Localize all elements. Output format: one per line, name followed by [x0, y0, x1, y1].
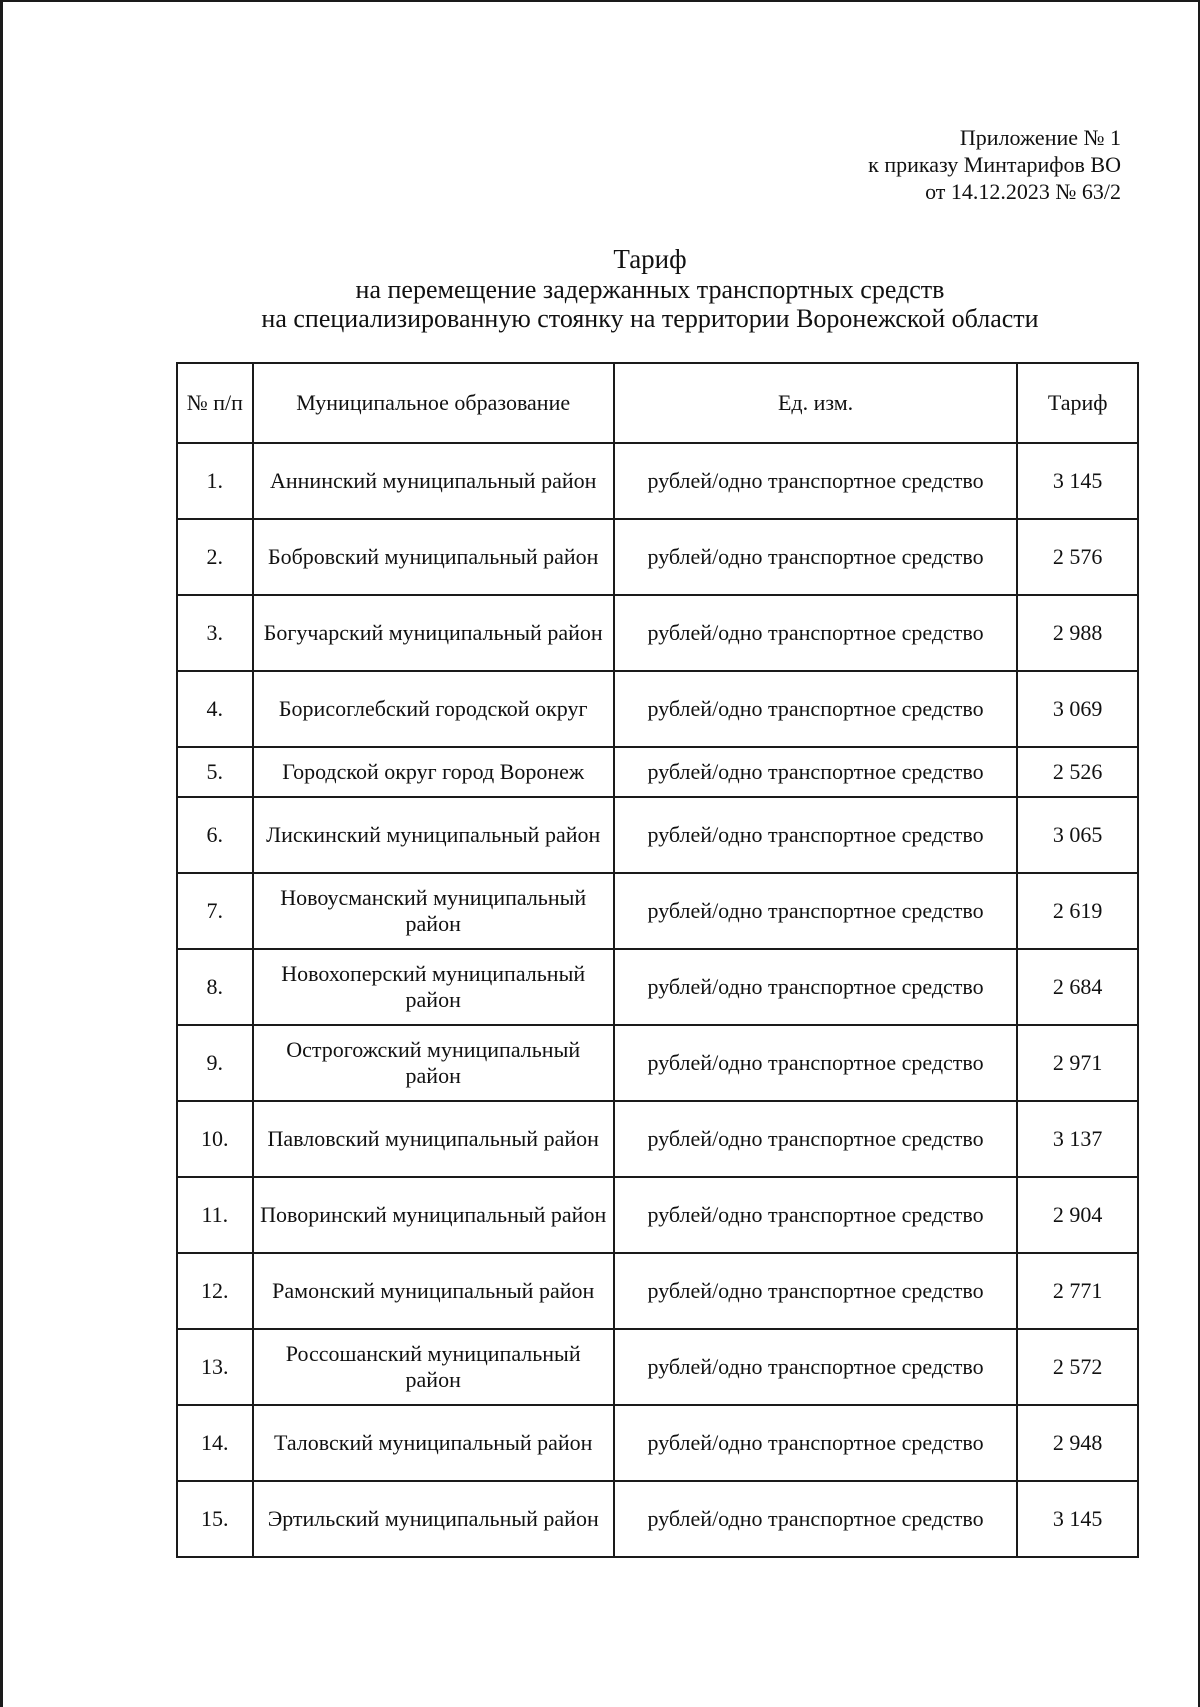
row-unit: рублей/одно транспортное средство — [614, 1177, 1017, 1253]
row-municipality: Острогожский муниципальный район — [253, 1025, 614, 1101]
row-municipality: Аннинский муниципальный район — [253, 443, 614, 519]
table-row — [177, 1177, 1138, 1253]
row-unit: рублей/одно транспортное средство — [614, 1101, 1017, 1177]
row-num: 6. — [177, 797, 253, 873]
row-municipality: Новоусманский муниципальный район — [253, 873, 614, 949]
row-municipality: Павловский муниципальный район — [253, 1101, 614, 1177]
tariff-table — [176, 362, 1139, 1558]
row-tariff: 2 572 — [1017, 1329, 1138, 1405]
row-tariff: 3 069 — [1017, 671, 1138, 747]
row-num: 2. — [177, 519, 253, 595]
row-municipality: Рамонский муниципальный район — [253, 1253, 614, 1329]
table-row — [177, 443, 1138, 519]
row-unit: рублей/одно транспортное средство — [614, 443, 1017, 519]
appendix-line-1: Приложение № 1 — [959, 125, 1121, 150]
row-municipality: Богучарский муниципальный район — [253, 595, 614, 671]
row-tariff: 2 771 — [1017, 1253, 1138, 1329]
appendix-note — [868, 124, 1121, 205]
row-municipality: Бобровский муниципальный район — [253, 519, 614, 595]
row-tariff: 3 137 — [1017, 1101, 1138, 1177]
table-row — [177, 797, 1138, 873]
row-tariff: 3 065 — [1017, 797, 1138, 873]
appendix-line-3: от 14.12.2023 № 63/2 — [925, 179, 1121, 204]
document-title — [150, 244, 1150, 333]
row-tariff: 2 619 — [1017, 873, 1138, 949]
row-tariff: 2 526 — [1017, 747, 1138, 797]
row-municipality: Таловский муниципальный район — [253, 1405, 614, 1481]
row-unit: рублей/одно транспортное средство — [614, 1481, 1017, 1557]
row-municipality: Лискинский муниципальный район — [253, 797, 614, 873]
row-tariff: 2 576 — [1017, 519, 1138, 595]
row-num: 9. — [177, 1025, 253, 1101]
table-row — [177, 747, 1138, 797]
table-row — [177, 519, 1138, 595]
row-num: 11. — [177, 1177, 253, 1253]
row-unit: рублей/одно транспортное средство — [614, 747, 1017, 797]
row-num: 14. — [177, 1405, 253, 1481]
title-line-3: на специализированную стоянку на территории Воронежской области — [261, 304, 1039, 333]
row-num: 15. — [177, 1481, 253, 1557]
row-municipality: Городской округ город Воронеж — [253, 747, 614, 797]
row-municipality: Новохоперский муниципальный район — [253, 949, 614, 1025]
table-row — [177, 1329, 1138, 1405]
row-municipality: Эртильский муниципальный район — [253, 1481, 614, 1557]
row-unit: рублей/одно транспортное средство — [614, 949, 1017, 1025]
row-unit: рублей/одно транспортное средство — [614, 1253, 1017, 1329]
row-unit: рублей/одно транспортное средство — [614, 519, 1017, 595]
table-row — [177, 1253, 1138, 1329]
row-num: 4. — [177, 671, 253, 747]
row-num: 13. — [177, 1329, 253, 1405]
table-row — [177, 873, 1138, 949]
table-row — [177, 1025, 1138, 1101]
table-row — [177, 949, 1138, 1025]
row-unit: рублей/одно транспортное средство — [614, 595, 1017, 671]
table-row — [177, 1405, 1138, 1481]
table-row — [177, 1101, 1138, 1177]
row-num: 10. — [177, 1101, 253, 1177]
row-tariff: 2 948 — [1017, 1405, 1138, 1481]
title-line-2: на перемещение задержанных транспортных средств — [355, 275, 945, 304]
row-tariff: 2 988 — [1017, 595, 1138, 671]
row-num: 3. — [177, 595, 253, 671]
row-tariff: 3 145 — [1017, 443, 1138, 519]
row-num: 8. — [177, 949, 253, 1025]
table-row — [177, 1481, 1138, 1557]
appendix-line-2: к приказу Минтарифов ВО — [868, 152, 1121, 177]
table-row — [177, 595, 1138, 671]
row-unit: рублей/одно транспортное средство — [614, 797, 1017, 873]
title-main: Тариф — [613, 244, 687, 274]
table-header-row — [177, 363, 1138, 443]
row-municipality: Борисоглебский городской округ — [253, 671, 614, 747]
row-unit: рублей/одно транспортное средство — [614, 873, 1017, 949]
row-tariff: 2 971 — [1017, 1025, 1138, 1101]
row-tariff: 3 145 — [1017, 1481, 1138, 1557]
header-num: № п/п — [177, 363, 253, 443]
row-municipality: Поворинский муниципальный район — [253, 1177, 614, 1253]
row-unit: рублей/одно транспортное средство — [614, 1405, 1017, 1481]
table-row — [177, 671, 1138, 747]
row-num: 7. — [177, 873, 253, 949]
header-unit: Ед. изм. — [614, 363, 1017, 443]
row-tariff: 2 904 — [1017, 1177, 1138, 1253]
header-tariff: Тариф — [1017, 363, 1138, 443]
row-unit: рублей/одно транспортное средство — [614, 671, 1017, 747]
row-municipality: Россошанский муниципальный район — [253, 1329, 614, 1405]
row-unit: рублей/одно транспортное средство — [614, 1025, 1017, 1101]
row-tariff: 2 684 — [1017, 949, 1138, 1025]
row-num: 12. — [177, 1253, 253, 1329]
row-num: 1. — [177, 443, 253, 519]
row-num: 5. — [177, 747, 253, 797]
header-municipality: Муниципальное образование — [253, 363, 614, 443]
row-unit: рублей/одно транспортное средство — [614, 1329, 1017, 1405]
